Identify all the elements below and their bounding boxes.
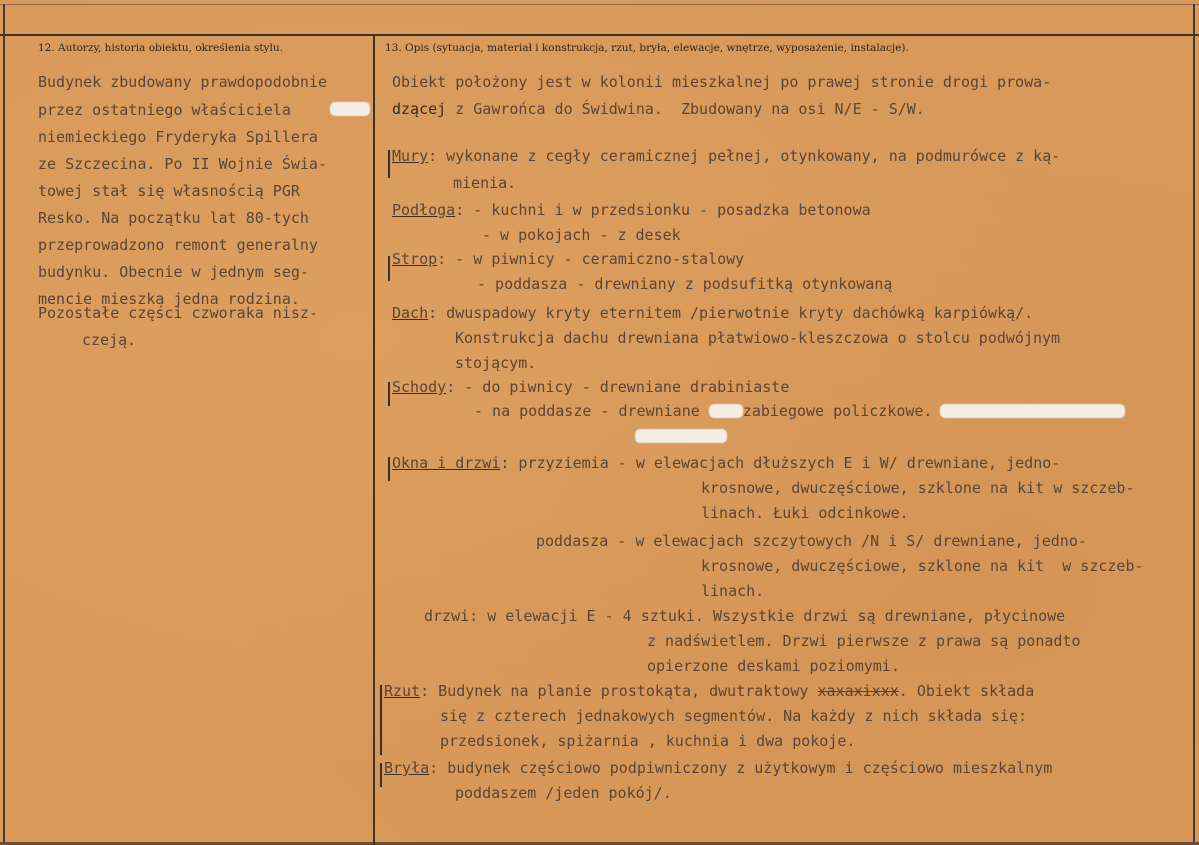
okna-label: Okna i drzwi bbox=[392, 454, 501, 472]
margin-mark bbox=[380, 763, 382, 787]
mury-text: : wykonane z cegły ceramicznej pełnej, otynkowany, na podmurówce z ką- bbox=[428, 147, 1061, 165]
podloga-line-2: - w pokojach - z desek bbox=[482, 226, 681, 244]
schody-label: Schody bbox=[392, 378, 447, 396]
card-top-edge bbox=[0, 4, 1199, 5]
mury-line-1 bbox=[392, 147, 1060, 165]
right-border bbox=[1193, 4, 1195, 842]
strop-line-1 bbox=[392, 250, 744, 268]
drzwi-line-1: drzwi: w elewacji E - 4 sztuki. Wszystkie drzwi są drewniane, płycinowe bbox=[424, 607, 1066, 625]
dach-line-1 bbox=[392, 304, 1033, 322]
intro-line-2 bbox=[392, 100, 925, 118]
rzut-label: Rzut bbox=[384, 682, 421, 700]
history-line: Budynek zbudowany prawdopodobnie bbox=[38, 73, 327, 91]
okna-line-2: krosnowe, dwuczęściowe, szklone na kit w szczeb- bbox=[701, 479, 1135, 497]
margin-mark bbox=[388, 256, 390, 281]
intro-word: dzącej bbox=[392, 100, 447, 118]
history-line: niemieckiego Fryderyka Spillera bbox=[38, 128, 318, 146]
redaction-mark bbox=[940, 404, 1125, 418]
rzut-line-2: się z czterech jednakowych segmentów. Na każdy z nich składa się: bbox=[440, 707, 1027, 725]
strop-line-2: - poddasza - drewniany z podsufitką otynkowaną bbox=[477, 275, 893, 293]
dach-text: : dwuspadowy kryty eternitem /pierwotnie kryty dachówką karpiówką/. bbox=[428, 304, 1034, 322]
okna-line-5: krosnowe, dwuczęściowe, szklone na kit w szczeb- bbox=[701, 557, 1144, 575]
dach-label: Dach bbox=[392, 304, 429, 322]
redaction-mark bbox=[709, 404, 743, 418]
intro-line-1: Obiekt położony jest w kolonii mieszkalnej po prawej stronie drogi prowa- bbox=[392, 73, 1052, 91]
history-line: czeją. bbox=[82, 331, 137, 349]
rzut-struck-text: xaxaxixxx bbox=[817, 682, 899, 700]
history-line: Resko. Na początku lat 80-tych bbox=[38, 209, 309, 227]
podloga-line-1 bbox=[392, 201, 871, 219]
schody-line-1 bbox=[392, 378, 789, 396]
rzut-line-3: przedsionek, spiżarnia , kuchnia i dwa pokoje. bbox=[440, 732, 856, 750]
history-line: przez ostatniego właściciela bbox=[38, 101, 291, 119]
bryla-text: : budynek częściowo podpiwniczony z użytkowym i częściowo mieszkalnym bbox=[429, 759, 1053, 777]
mury-label: Mury bbox=[392, 147, 429, 165]
header-rule bbox=[0, 34, 1199, 36]
history-line: mencie mieszka jedna rodzina. bbox=[38, 290, 300, 308]
podloga-label: Podłoga bbox=[392, 201, 456, 219]
schody-text: : - do piwnicy - drewniane drabiniaste bbox=[446, 378, 790, 396]
bryla-label: Bryła bbox=[384, 759, 430, 777]
margin-mark bbox=[388, 382, 390, 406]
column-divider bbox=[373, 34, 375, 845]
redaction-mark bbox=[330, 102, 370, 116]
section-13-header: 13. Opis (sytuacja, materiał i konstrukcja, rzut, bryła, elewacje, wnętrze, wyposażenie, instalacje). bbox=[385, 42, 909, 54]
intro-rest: z Gawrońca do Świdwina. Zbudowany na osi N/E - S/W. bbox=[446, 100, 925, 118]
rzut-line-1 bbox=[384, 682, 1034, 700]
dach-line-2: Konstrukcja dachu drewniana płatwiowo-kleszczowa o stolcu podwójnym bbox=[455, 329, 1061, 347]
dach-line-3: stojącym. bbox=[455, 354, 537, 372]
okna-text: : przyziemia - w elewacjach dłuższych E i W/ drewniane, jedno- bbox=[500, 454, 1061, 472]
okna-line-6: linach. bbox=[701, 582, 765, 600]
margin-mark bbox=[388, 150, 390, 178]
mury-line-2: mienia. bbox=[453, 174, 517, 192]
bryla-line-1 bbox=[384, 759, 1052, 777]
rzut-text-c: . Obiekt składa bbox=[898, 682, 1035, 700]
section-12-header: 12. Autorzy, historia obiektu, określenia stylu. bbox=[38, 42, 283, 54]
okna-line-1 bbox=[392, 454, 1060, 472]
okna-line-4: poddasza - w elewacjach szczytowych /N i S/ drewniane, jedno- bbox=[536, 532, 1087, 550]
schody-text-b: zabiegowe policzkowe. bbox=[742, 402, 933, 420]
schody-text-a: - na poddasze - drewniane bbox=[474, 402, 709, 420]
history-line: ze Szczecina. Po II Wojnie Świa- bbox=[38, 155, 327, 173]
margin-mark bbox=[388, 457, 390, 481]
drzwi-line-3: opierzone deskami poziomymi. bbox=[647, 657, 900, 675]
bryla-line-2: poddaszem /jeden pokój/. bbox=[455, 784, 672, 802]
okna-line-3: linach. Łuki odcinkowe. bbox=[701, 504, 909, 522]
drzwi-line-2: z nadświetlem. Drzwi pierwsze z prawa są ponadto bbox=[647, 632, 1081, 650]
strop-text: : - w piwnicy - ceramiczno-stalowy bbox=[437, 250, 745, 268]
strop-label: Strop bbox=[392, 250, 438, 268]
redaction-mark bbox=[635, 429, 727, 443]
podloga-text: : - kuchni i w przedsionku - posadzka betonowa bbox=[455, 201, 871, 219]
history-line: towej stał się własnością PGR bbox=[38, 182, 300, 200]
schody-line-2 bbox=[474, 402, 1125, 420]
history-line: przeprowadzono remont generalny bbox=[38, 236, 318, 254]
left-border bbox=[3, 4, 5, 842]
history-line: budynku. Obecnie w jednym seg- bbox=[38, 263, 309, 281]
rzut-text-a: : Budynek na planie prostokąta, dwutraktowy bbox=[420, 682, 818, 700]
history-line: Pozostałe części czworaka nisz- bbox=[38, 304, 318, 322]
margin-mark bbox=[380, 685, 382, 755]
